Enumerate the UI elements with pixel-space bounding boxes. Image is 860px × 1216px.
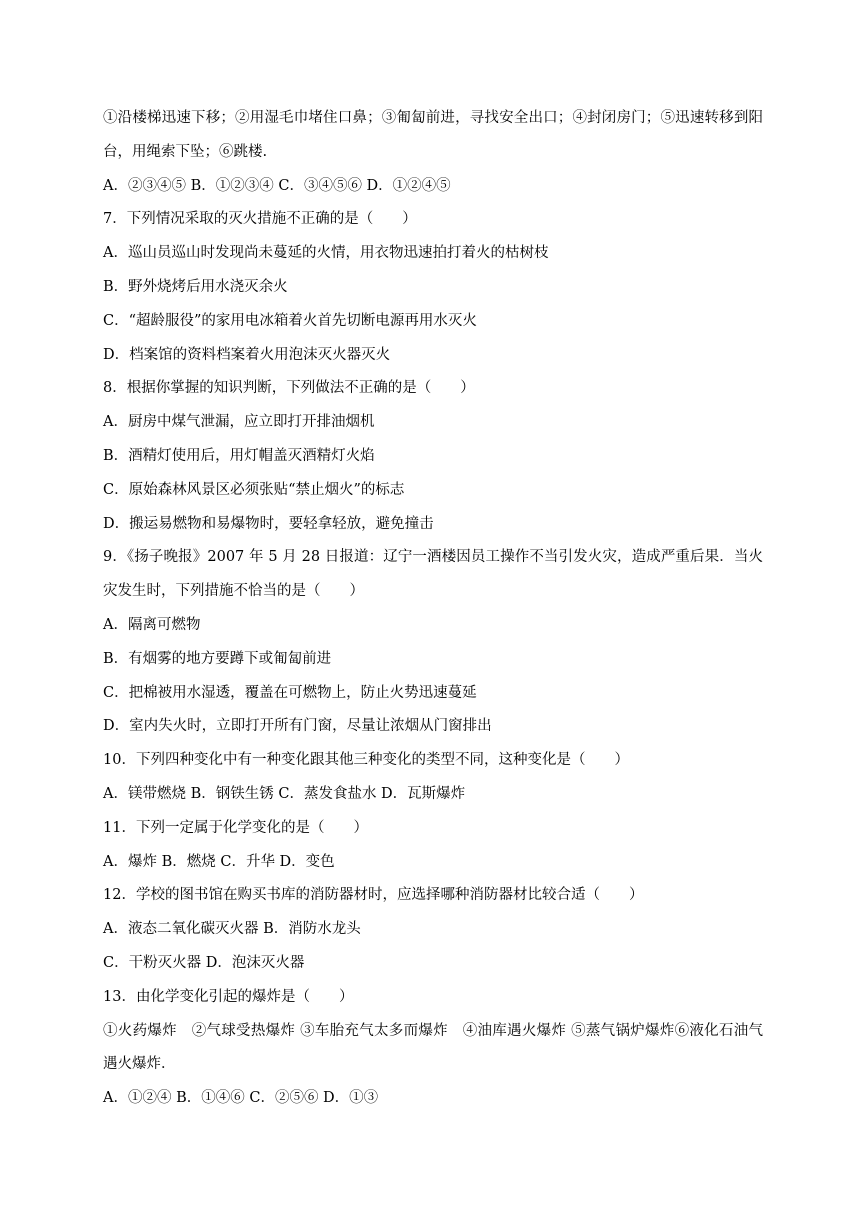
q8-option-c: C．原始森林风景区必须张贴“禁止烟火”的标志	[103, 481, 405, 498]
q8-stem: 8．根据你掌握的知识判断，下列做法不正确的是（ ）	[103, 380, 475, 397]
q11-stem: 11．下列一定属于化学变化的是（ ）	[103, 819, 368, 836]
q8-option-a: A．厨房中煤气泄漏，应立即打开排油烟机	[103, 414, 375, 431]
q8-option-d: D．搬运易燃物和易爆物时，要轻拿轻放，避免撞击	[103, 515, 434, 532]
q8-option-b: B．酒精灯使用后，用灯帽盖灭酒精灯火焰	[103, 447, 375, 464]
q9-stem: 9．《扬子晚报》2007 年 5 月 28 日报道：辽宁一酒楼因员工操作不当引发火灾，造成严重后果．当火灾发生时，下列措施不恰当的是（ ）	[103, 549, 763, 600]
q11-choices: A．爆炸 B．燃烧 C．升华 D．变色	[103, 853, 335, 870]
q9-option-b: B．有烟雾的地方要蹲下或匍匐前进	[103, 650, 332, 667]
q7-option-c: C．“超龄服役”的家用电冰箱着火首先切断电源再用水灭火	[103, 312, 477, 329]
q7-option-a: A．巡山员巡山时发现尚未蔓延的火情，用衣物迅速拍打着火的枯树枝	[103, 245, 549, 262]
q12-options-cd: C．干粉灭火器 D．泡沫灭火器	[103, 954, 305, 971]
q7-option-b: B．野外烧烤后用水浇灭余火	[103, 278, 288, 295]
q12-options-ab: A．液态二氧化碳灭火器 B．消防水龙头	[103, 921, 361, 938]
q9-option-d: D．室内失火时，立即打开所有门窗，尽量让浓烟从门窗排出	[103, 718, 492, 735]
q10-choices: A．镁带燃烧 B．钢铁生锈 C．蒸发食盐水 D．瓦斯爆炸	[103, 785, 466, 802]
q13-choices: A．①②④ B．①④⑥ C．②⑤⑥ D．①③	[103, 1090, 379, 1107]
q7-stem: 7．下列情况采取的灭火措施不正确的是（ ）	[103, 211, 417, 228]
q6-options: ①沿楼梯迅速下移；②用湿毛巾堵住口鼻；③匍匐前进，寻找安全出口；④封闭房门；⑤迅速转移到阳台，用绳索下坠；⑥跳楼.	[103, 110, 763, 160]
q9-option-c: C．把棉被用水湿透，覆盖在可燃物上，防止火势迅速蔓延	[103, 684, 477, 701]
q10-stem: 10．下列四种变化中有一种变化跟其他三种变化的类型不同，这种变化是（ ）	[103, 752, 629, 769]
q9-option-a: A．隔离可燃物	[103, 616, 201, 633]
q13-options: ①火药爆炸 ②气球受热爆炸 ③车胎充气太多而爆炸 ④油库遇火爆炸 ⑤蒸气锅炉爆炸⑥液化石油气遇火爆炸．	[103, 1022, 763, 1073]
q13-stem: 13．由化学变化引起的爆炸是（ ）	[103, 988, 354, 1005]
q7-option-d: D．档案馆的资料档案着火用泡沫灭火器灭火	[103, 346, 391, 363]
q6-choices: A．②③④⑤ B．①②③④ C．③④⑤⑥ D．①②④⑤	[103, 177, 451, 194]
q12-stem: 12．学校的图书馆在购买书库的消防器材时，应选择哪种消防器材比较合适（ ）	[103, 887, 644, 904]
question-list	[103, 102, 763, 1116]
